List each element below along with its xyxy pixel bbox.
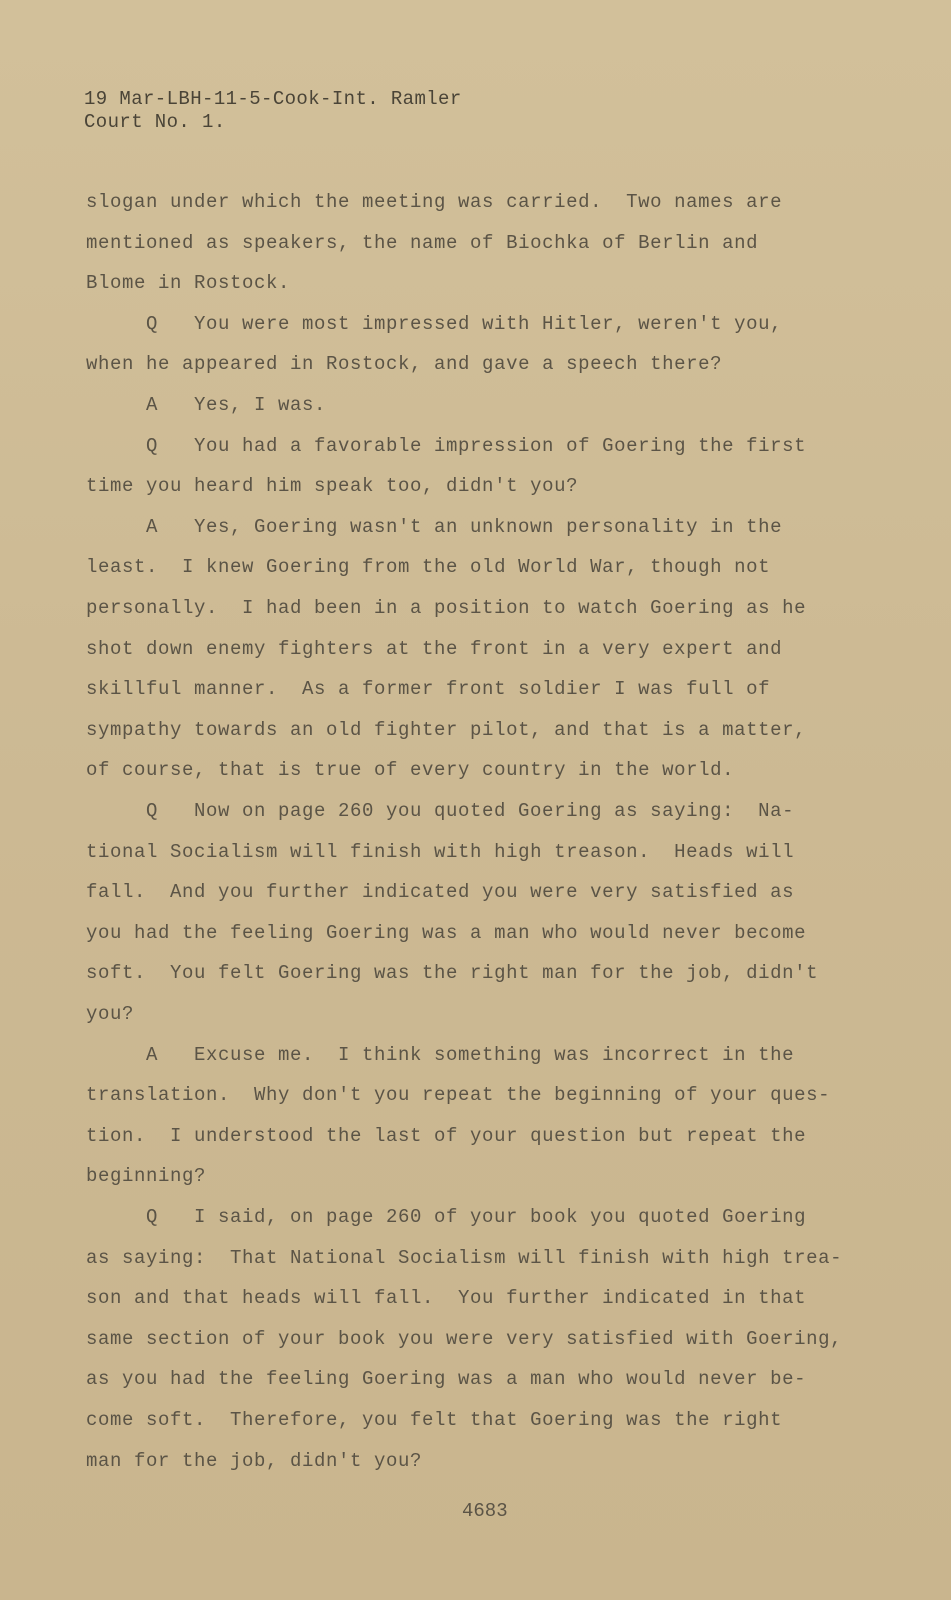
transcript-line: A Yes, I was. <box>146 394 327 416</box>
transcript-line: come soft. Therefore, you felt that Goering was the right <box>86 1409 783 1431</box>
transcript-line: slogan under which the meeting was carried. Two names are <box>86 191 783 213</box>
transcript-line: when he appeared in Rostock, and gave a speech there? <box>86 353 723 376</box>
transcript-line: soft. You felt Goering was the right man for the job, didn't <box>86 962 819 985</box>
transcript-line: skillful manner. As a former front soldier I was full of <box>86 678 771 701</box>
transcript-line: of course, that is true of every country in the world. <box>86 759 735 782</box>
transcript-line: least. I knew Goering from the old World War, though not <box>86 556 771 579</box>
transcript-line: Blome in Rostock. <box>86 272 291 295</box>
transcript-line: A Yes, Goering wasn't an unknown personality in the <box>146 515 783 538</box>
transcript-line: sympathy towards an old fighter pilot, and that is a matter, <box>86 718 807 741</box>
transcript-line: personally. I had been in a position to watch Goering as he <box>86 597 807 619</box>
transcript-line: time you heard him speak too, didn't you? <box>86 475 579 498</box>
transcript-line: shot down enemy fighters at the front in a very expert and <box>86 637 783 660</box>
page-number: 4683 <box>462 1500 508 1522</box>
document-header <box>84 88 462 134</box>
transcript-line: A Excuse me. I think something was incorrect in the <box>146 1043 795 1066</box>
transcript-line: Q I said, on page 260 of your book you quoted Goering <box>146 1206 807 1228</box>
transcript-line: tional Socialism will finish with high treason. Heads will <box>86 840 795 863</box>
transcript-line: translation. Why don't you repeat the beginning of your ques- <box>86 1084 831 1107</box>
transcript-line: same section of your book you were very satisfied with Goering, <box>86 1327 843 1350</box>
header-court-line: Court No. 1. <box>84 111 226 133</box>
transcript-line: Q You had a favorable impression of Goering the first <box>146 434 807 457</box>
transcript-line: tion. I understood the last of your question but repeat the <box>86 1124 807 1147</box>
header-docket-line: 19 Mar-LBH-11-5-Cook-Int. Ramler <box>84 88 462 110</box>
transcript-line: man for the job, didn't you? <box>86 1449 423 1472</box>
transcript-line: Q Now on page 260 you quoted Goering as saying: Na- <box>146 800 795 822</box>
transcript-line: son and that heads will fall. You further indicated in that <box>86 1287 807 1310</box>
transcript-line: mentioned as speakers, the name of Biochka of Berlin and <box>86 231 759 254</box>
transcript-line: beginning? <box>86 1165 207 1188</box>
transcript-line: Q You were most impressed with Hitler, weren't you, <box>146 312 783 335</box>
transcript-line: as saying: That National Socialism will finish with high trea- <box>86 1246 843 1269</box>
transcript-line: as you had the feeling Goering was a man who would never be- <box>86 1368 807 1391</box>
transcript-line: you? <box>86 1003 135 1025</box>
transcript-line: you had the feeling Goering was a man who would never become <box>86 921 807 944</box>
transcript-line: fall. And you further indicated you were very satisfied as <box>86 881 795 904</box>
